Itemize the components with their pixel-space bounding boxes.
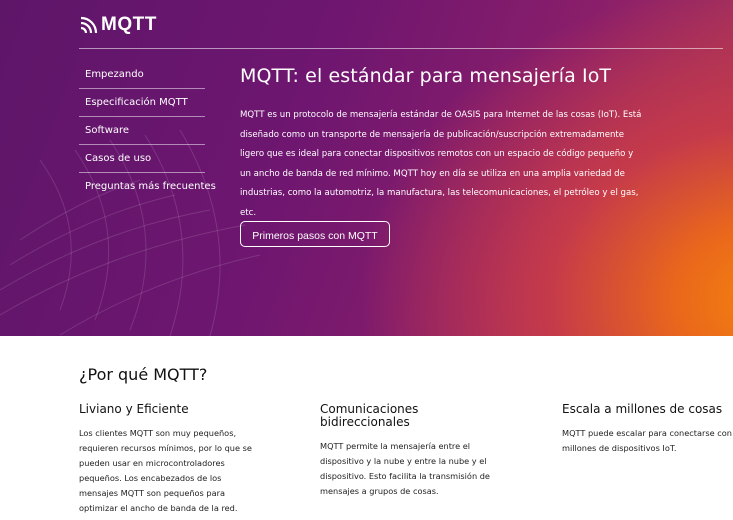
- sidebar-nav: [79, 61, 216, 200]
- header-divider: [79, 48, 723, 49]
- feature-title: Liviano y Eficiente: [79, 402, 189, 416]
- signal-waves-icon: [80, 16, 98, 34]
- feature-title: Escala a millones de cosas: [562, 402, 723, 416]
- mqtt-logo[interactable]: [80, 14, 157, 36]
- why-mqtt-heading: ¿Por qué MQTT?: [79, 365, 208, 384]
- feature-lightweight: [79, 403, 259, 516]
- feature-text: Los clientes MQTT son muy pequeños, requieren recursos mínimos, por lo que se pueden usar en microcontroladores pequeños. Los encabezados de los mensajes MQTT son pequeños para optimizar el ancho de banda de la red.: [79, 428, 252, 513]
- get-started-button[interactable]: Primeros pasos con MQTT: [240, 221, 390, 247]
- sidebar-item-casos-de-uso[interactable]: Casos de uso: [79, 145, 205, 173]
- feature-bidirectional: [320, 403, 500, 499]
- hero-description: MQTT es un protocolo de mensajería estándar de OASIS para Internet de las cosas (IoT). Está diseñado como un transporte de mensajería de publicación/suscripción extremadamente ligero que es ideal para conectar dispositivos remotos con un espacio de código pequeño y un ancho de banda de red mínimo. MQTT hoy en día se utiliza en una amplia variedad de industrias, como la automotriz, la manufactura, las telecomunicaciones, el petróleo y el gas, etc.: [240, 110, 642, 218]
- sidebar-item-faq[interactable]: Preguntas más frecuentes: [85, 181, 216, 192]
- feature-title: Comunicaciones bidireccionales: [320, 402, 419, 429]
- sidebar-item-empezando[interactable]: Empezando: [79, 61, 205, 89]
- feature-text: MQTT puede escalar para conectarse con millones de dispositivos IoT.: [562, 428, 732, 453]
- feature-text: MQTT permite la mensajería entre el dispositivo y la nube y entre la nube y el dispositivo. Esto facilita la transmisión de mensajes a grupos de cosas.: [320, 441, 490, 496]
- logo-text: MQTT: [101, 14, 157, 35]
- sidebar-item-software[interactable]: Software: [79, 117, 205, 145]
- sidebar-item-especificacion[interactable]: Especificación MQTT: [79, 89, 205, 117]
- page-title: MQTT: el estándar para mensajería IoT: [240, 65, 612, 87]
- feature-scale: [562, 403, 733, 456]
